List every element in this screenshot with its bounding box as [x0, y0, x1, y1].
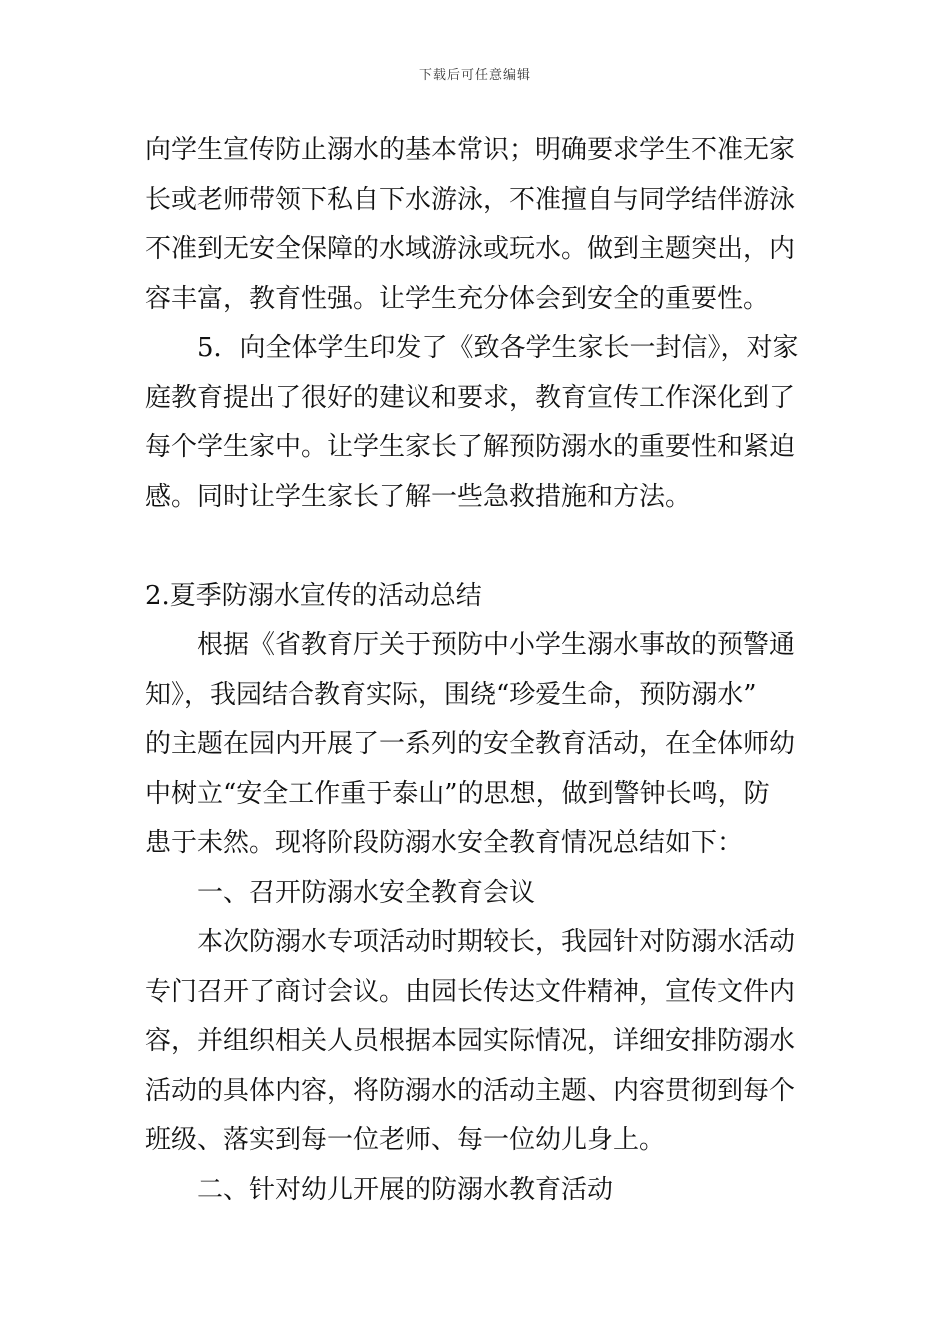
paragraph-line: 本次防溺水专项活动时期较长，我园针对防溺水活动 — [197, 927, 796, 957]
paragraph-line: 患于未然。现将阶段防溺水安全教育情况总结如下： — [145, 828, 744, 858]
paragraph-line: 知》，我园结合教育实际，围绕“珍爱生命，预防溺水” — [145, 679, 757, 710]
paragraph-line: 容，并组织相关人员根据本园实际情况，详细安排防溺水 — [145, 1026, 796, 1056]
subheading: 一、召开防溺水安全教育会议 — [197, 877, 536, 908]
paragraph-line: 5．向全体学生印发了《致各学生家长一封信》，对家 — [197, 333, 799, 363]
paragraph-line: 不准到无安全保障的水域游泳或玩水。做到主题突出，内 — [145, 234, 796, 264]
paragraph-line: 的主题在园内开展了一系列的安全教育活动，在全体师幼 — [145, 729, 796, 759]
paragraph-line: 专门召开了商讨会议。由园长传达文件精神，宣传文件内 — [145, 976, 796, 1007]
paragraph-line: 长或老师带领下私自下水游泳，不准擅自与同学结伴游泳 — [145, 184, 796, 215]
paragraph-line: 向学生宣传防止溺水的基本常识；明确要求学生不准无家 — [145, 135, 796, 165]
page-header: 下载后可任意编辑 — [418, 68, 531, 83]
subheading: 二、针对幼儿开展的防溺水教育活动 — [197, 1174, 614, 1205]
paragraph-line: 每个学生家中。让学生家长了解预防溺水的重要性和紧迫 — [145, 432, 796, 462]
paragraph-line: 根据《省教育厅关于预防中小学生溺水事故的预警通 — [197, 630, 796, 660]
paragraph-line: 中树立“安全工作重于泰山”的思想，做到警钟长鸣，防 — [145, 778, 770, 809]
blank-line — [145, 522, 810, 572]
paragraph-line: 活动的具体内容，将防溺水的活动主题、内容贯彻到每个 — [145, 1075, 796, 1106]
paragraph-line: 感。同时让学生家长了解一些急救措施和方法。 — [145, 481, 692, 512]
paragraph-line: 庭教育提出了很好的建议和要求，教育宣传工作深化到了 — [145, 382, 796, 413]
paragraph-line: 班级、落实到每一位老师、每一位幼儿身上。 — [145, 1125, 666, 1155]
paragraph-line: 容丰富，教育性强。让学生充分体会到安全的重要性。 — [145, 283, 770, 314]
section-heading: 2.夏季防溺水宣传的活动总结 — [145, 580, 482, 611]
document-body — [145, 126, 810, 1215]
